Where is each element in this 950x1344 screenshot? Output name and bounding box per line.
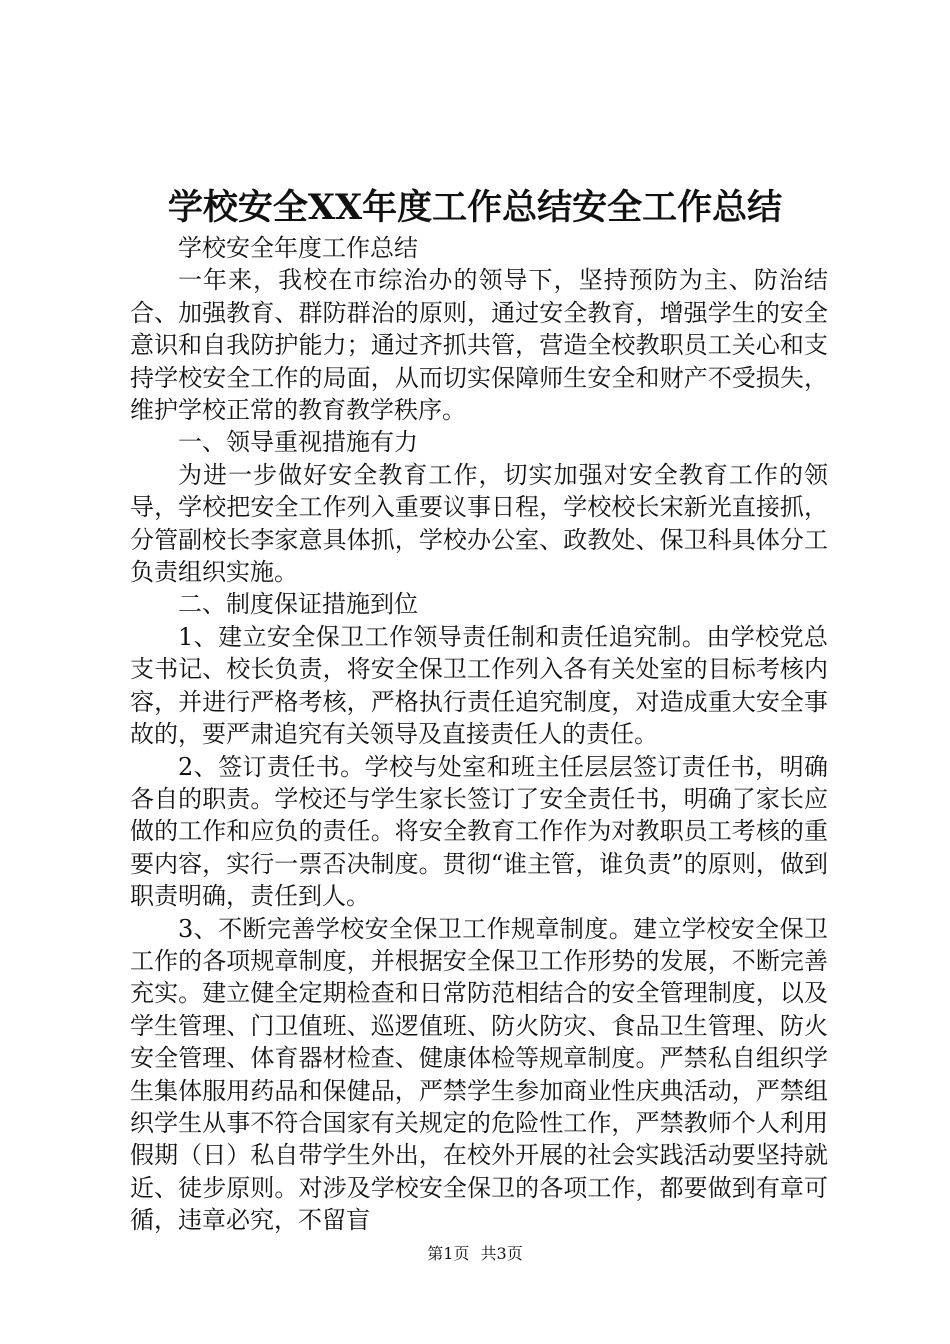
leadership-paragraph: 为进一步做好安全教育工作，切实加强对安全教育工作的领导，学校把安全工作列入重要议事日程，学校校长宋新光直接抓，分管副校长李家意具体抓，学校办公室、政教处、保卫科具体分工负责组织实施。 xyxy=(130,460,828,587)
document-title: 学校安全XX年度工作总结安全工作总结 xyxy=(167,187,783,228)
section-heading-leadership: 一、领导重视措施有力 xyxy=(178,428,418,457)
page-number: 第1页 xyxy=(427,1244,470,1263)
intro-paragraph: 一年来，我校在市综治办的领导下，坚持预防为主、防治结合、加强教育、群防群治的原则，通过安全教育，增强学生的安全意识和自我防护能力；通过齐抓共管，营造全校教职员工关心和支持学校安全工作的局面，从而切实保障师生安全和财产不受损失，维护学校正常的教育教学秩序。 xyxy=(130,266,828,425)
page-footer xyxy=(0,1244,950,1264)
system-item-1-paragraph: 1、建立安全保卫工作领导责任制和责任追究制。由学校党总支书记、校长负责，将安全保卫工作列入各有关处室的目标考核内容，并进行严格考核，严格执行责任追究制度，对造成重大安全事故的，要严肃追究有关领导及直接责任人的责任。 xyxy=(130,622,828,749)
document-body xyxy=(130,232,828,1237)
page-total: 共3页 xyxy=(480,1244,523,1263)
system-item-3-paragraph: 3、不断完善学校安全保卫工作规章制度。建立学校安全保卫工作的各项规章制度，并根据安全保卫工作形势的发展，不断完善充实。建立健全定期检查和日常防范相结合的安全管理制度，以及学生管理、门卫值班、巡逻值班、防火防灾、食品卫生管理、防火安全管理、体育器材检查、健康体检等规章制度。严禁私自组织学生集体服用药品和保健品，严禁学生参加商业性庆典活动，严禁组织学生从事不符合国家有关规定的危险性工作，严禁教师个人利用假期（日）私自带学生外出，在校外开展的社会实践活动要坚持就近、徒步原则。对涉及学校安全保卫的各项工作，都要做到有章可循，违章必究，不留盲 xyxy=(130,914,828,1235)
section-heading-system: 二、制度保证措施到位 xyxy=(178,590,418,619)
section-subtitle: 学校安全年度工作总结 xyxy=(178,234,418,262)
system-item-2-paragraph: 2、签订责任书。学校与处室和班主任层层签订责任书，明确各自的职责。学校还与学生家长签订了安全责任书，明确了家长应做的工作和应负的责任。将安全教育工作作为对教职员工考核的重要内容，实行一票否决制度。贯彻“谁主管，谁负责”的原则，做到职责明确，责任到人。 xyxy=(130,752,828,911)
